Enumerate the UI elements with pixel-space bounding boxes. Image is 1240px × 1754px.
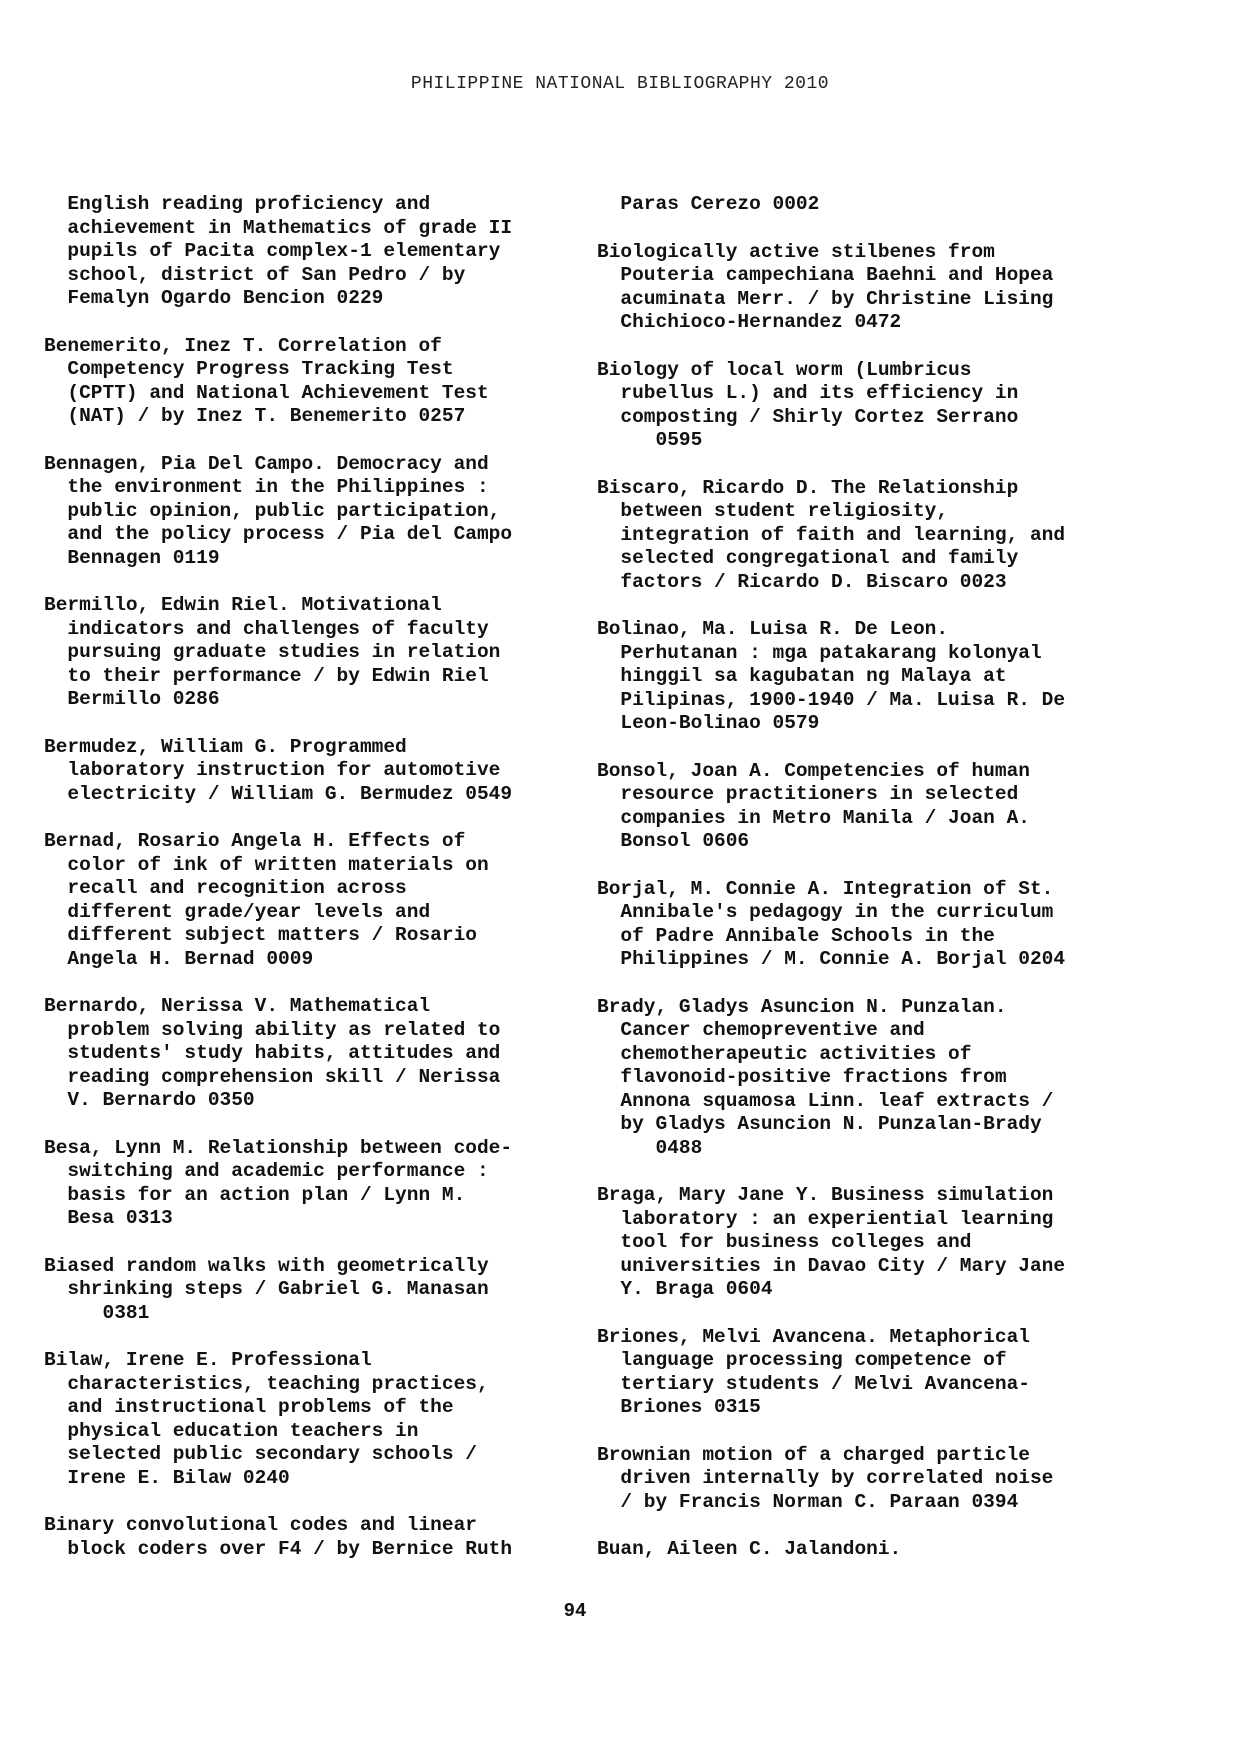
entry-line: selected public secondary schools /: [44, 1443, 477, 1465]
entry-line: hinggil sa kagubatan ng Malaya at: [597, 665, 1007, 687]
entry-line: students' study habits, attitudes and: [44, 1042, 501, 1064]
entry-line: English reading proficiency and: [44, 193, 431, 215]
entry-line: Biscaro, Ricardo D. The Relationship: [597, 476, 1019, 499]
entry-line: Briones, Melvi Avancena. Metaphorical: [597, 1325, 1030, 1348]
entry-line: Irene E. Bilaw 0240: [44, 1466, 290, 1489]
entry-line: integration of faith and learning, and: [597, 523, 1066, 546]
entry-line: Briones 0315: [597, 1396, 761, 1418]
entry-line: color of ink of written materials on: [44, 853, 489, 876]
entry-line: Femalyn Ogardo Bencion 0229: [44, 287, 384, 309]
entry-line: electricity / William G. Bermudez 0549: [44, 782, 513, 805]
entry-line: Bermudez, William G. Programmed: [44, 735, 407, 758]
entry-line: physical education teachers in: [44, 1419, 419, 1442]
entry-line: the environment in the Philippines :: [44, 476, 489, 498]
entry-line: (CPTT) and National Achievement Test: [44, 381, 489, 404]
entry-line: chemotherapeutic activities of: [597, 1042, 972, 1065]
entry-line: and instructional problems of the: [44, 1396, 454, 1418]
entry-line: rubellus L.) and its efficiency in: [597, 382, 1019, 404]
entry-line: Pilipinas, 1900-1940 / Ma. Luisa R. De: [597, 688, 1066, 711]
entry-line: pursuing graduate studies in relation: [44, 641, 501, 663]
bibliography-entry: [597, 241, 1117, 335]
page-number: 94: [563, 1600, 587, 1622]
entry-line: Philippines / M. Connie A. Borjal 0204: [597, 948, 1066, 970]
entry-line: Benemerito, Inez T. Correlation of: [44, 334, 442, 357]
entry-line: Biologically active stilbenes from: [597, 240, 995, 263]
entry-line: tertiary students / Melvi Avancena-: [597, 1372, 1030, 1395]
entry-line: pupils of Pacita complex-1 elementary: [44, 240, 501, 262]
entry-line: Bolinao, Ma. Luisa R. De Leon.: [597, 618, 949, 640]
entry-line: Cancer chemopreventive and: [597, 1019, 925, 1041]
bibliography-entry: [597, 1444, 1117, 1515]
entry-line: basis for an action plan / Lynn M.: [44, 1183, 466, 1206]
entry-line: block coders over F4 / by Bernice Ruth: [44, 1537, 513, 1560]
entry-line: Binary convolutional codes and linear: [44, 1514, 477, 1536]
entry-line: selected congregational and family: [597, 547, 1019, 569]
entry-line: Bonsol, Joan A. Competencies of human: [597, 759, 1030, 782]
entry-line: Brownian motion of a charged particle: [597, 1443, 1030, 1466]
entry-line: 0488: [597, 1136, 703, 1159]
entry-line: recall and recognition across: [44, 877, 407, 899]
entry-line: Bilaw, Irene E. Professional: [44, 1349, 372, 1371]
entry-line: resource practitioners in selected: [597, 783, 1019, 805]
entry-line: different grade/year levels and: [44, 900, 431, 923]
entry-line: 0381: [44, 1301, 150, 1324]
entry-line: public opinion, public participation,: [44, 499, 501, 522]
entry-line: Y. Braga 0604: [597, 1278, 773, 1300]
entry-line: between student religiosity,: [597, 500, 949, 522]
entry-line: laboratory : an experiential learning: [597, 1207, 1054, 1230]
entry-line: tool for business colleges and: [597, 1231, 972, 1253]
bibliography-entry: [44, 1514, 564, 1561]
bibliography-entry: [44, 1137, 564, 1231]
entry-line: by Gladys Asuncion N. Punzalan-Brady: [597, 1113, 1042, 1135]
entry-line: language processing competence of: [597, 1349, 1007, 1371]
entry-line: Angela H. Bernad 0009: [44, 947, 314, 970]
entry-line: Bermillo, Edwin Riel. Motivational: [44, 594, 442, 616]
entry-line: Perhutanan : mga patakarang kolonyal: [597, 641, 1042, 664]
entry-line: different subject matters / Rosario: [44, 924, 477, 946]
entry-line: Biased random walks with geometrically: [44, 1254, 489, 1277]
bibliography-entry: [44, 830, 564, 971]
entry-line: V. Bernardo 0350: [44, 1089, 255, 1111]
entry-line: / by Francis Norman C. Paraan 0394: [597, 1490, 1019, 1513]
right-column: [597, 193, 1117, 1586]
entry-line: Buan, Aileen C. Jalandoni.: [597, 1538, 902, 1560]
entry-line: Bernad, Rosario Angela H. Effects of: [44, 830, 466, 852]
entry-line: Bernardo, Nerissa V. Mathematical: [44, 995, 431, 1017]
entry-line: Brady, Gladys Asuncion N. Punzalan.: [597, 995, 1007, 1018]
entry-line: Bermillo 0286: [44, 688, 220, 710]
bibliography-entry: [44, 995, 564, 1113]
bibliography-entry: [597, 477, 1117, 595]
entry-line: reading comprehension skill / Nerissa: [44, 1065, 501, 1088]
entry-line: universities in Davao City / Mary Jane: [597, 1254, 1066, 1277]
entry-line: laboratory instruction for automotive: [44, 759, 501, 781]
bibliography-entry: [44, 335, 564, 429]
bibliography-entry: [44, 1349, 564, 1490]
entry-line: Bennagen 0119: [44, 546, 220, 569]
entry-line: 0595: [597, 429, 703, 451]
entry-line: characteristics, teaching practices,: [44, 1372, 489, 1395]
entry-line: driven internally by correlated noise: [597, 1467, 1054, 1489]
left-column: [44, 193, 564, 1585]
entry-line: achievement in Mathematics of grade II: [44, 216, 513, 239]
entry-line: composting / Shirly Cortez Serrano: [597, 405, 1019, 428]
bibliography-entry: [597, 359, 1117, 453]
entry-line: flavonoid-positive fractions from: [597, 1066, 1007, 1088]
bibliography-entry: [44, 594, 564, 712]
bibliography-entry: [597, 760, 1117, 854]
bibliography-entry: [597, 1326, 1117, 1420]
bibliography-entry: [597, 996, 1117, 1161]
entry-line: Borjal, M. Connie A. Integration of St.: [597, 877, 1054, 900]
entry-line: acuminata Merr. / by Christine Lising: [597, 287, 1054, 310]
entry-line: to their performance / by Edwin Riel: [44, 664, 489, 687]
bibliography-entry: [44, 736, 564, 807]
entry-line: Bennagen, Pia Del Campo. Democracy and: [44, 452, 489, 475]
bibliography-entry: [597, 1538, 1117, 1562]
entry-line: Chichioco-Hernandez 0472: [597, 311, 902, 333]
entry-line: Braga, Mary Jane Y. Business simulation: [597, 1184, 1054, 1206]
entry-line: shrinking steps / Gabriel G. Manasan: [44, 1278, 489, 1300]
entry-line: Paras Cerezo 0002: [597, 193, 820, 215]
entry-line: (NAT) / by Inez T. Benemerito 0257: [44, 405, 466, 427]
entry-line: factors / Ricardo D. Biscaro 0023: [597, 570, 1007, 593]
bibliography-entry: [597, 878, 1117, 972]
bibliography-entry: [597, 618, 1117, 736]
running-header: PHILIPPINE NATIONAL BIBLIOGRAPHY 2010: [410, 74, 830, 94]
entry-line: companies in Metro Manila / Joan A.: [597, 806, 1030, 829]
entry-line: Biology of local worm (Lumbricus: [597, 358, 972, 381]
entry-line: problem solving ability as related to: [44, 1018, 501, 1041]
entry-line: and the policy process / Pia del Campo: [44, 523, 513, 545]
bibliography-entry: [597, 1184, 1117, 1302]
entry-line: Annona squamosa Linn. leaf extracts /: [597, 1089, 1054, 1112]
entry-line: indicators and challenges of faculty: [44, 617, 489, 640]
entry-line: Pouteria campechiana Baehni and Hopea: [597, 264, 1054, 286]
entry-line: school, district of San Pedro / by: [44, 263, 466, 286]
entry-line: Besa, Lynn M. Relationship between code-: [44, 1136, 513, 1159]
entry-line: switching and academic performance :: [44, 1160, 489, 1182]
entry-line: Besa 0313: [44, 1207, 173, 1229]
entry-line: Bonsol 0606: [597, 830, 750, 852]
entry-line: Annibale's pedagogy in the curriculum: [597, 901, 1054, 923]
entry-line: of Padre Annibale Schools in the: [597, 924, 995, 947]
bibliography-entry: [44, 453, 564, 571]
entry-line: Competency Progress Tracking Test: [44, 358, 454, 380]
bibliography-entry: [597, 193, 1117, 217]
bibliography-entry: [44, 193, 564, 311]
bibliography-entry: [44, 1255, 564, 1326]
entry-line: Leon-Bolinao 0579: [597, 712, 820, 734]
